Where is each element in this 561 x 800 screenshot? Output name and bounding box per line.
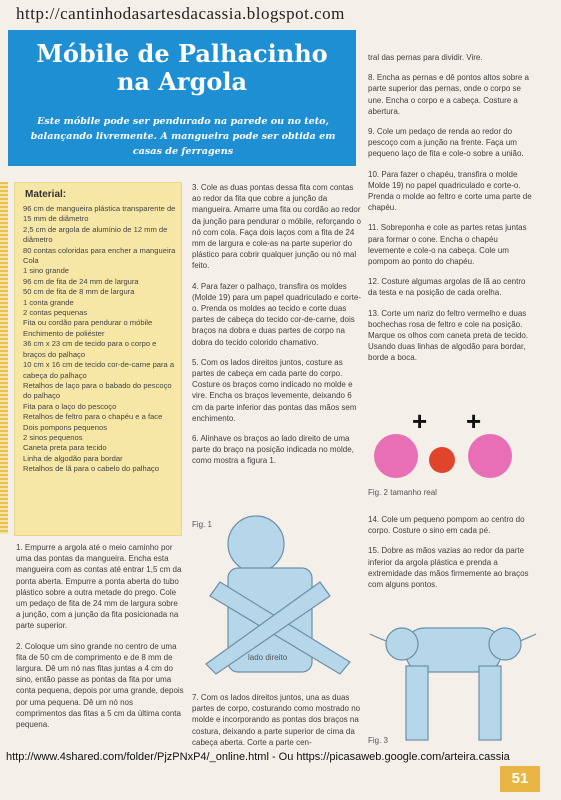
- material-item: Retalhos de laço para o babado do pescoço do palhaço: [23, 380, 172, 401]
- step-2: 2. Coloque um sino grande no centro de uma fita de 50 cm de comprimento e de 8 mm de largura. Dê um nó nas fitas juntas a 4 cm do sino, então passe as pontas da fita por uma conta pequena, depois por uma grande, depois por uma pequena. Dê um nó nos comprimentos das fitas a 5 cm da última conta pequena.: [16, 641, 184, 730]
- material-item: Caneta preta para tecido: [23, 443, 107, 453]
- material-item: 2 sinos pequenos: [23, 432, 83, 442]
- step-3: 3. Cole as duas pontas dessa fita com contas ao redor da fita que cobre a junção da mangueira. Amarre uma fita ou cordão ao redor da junção para pendurar o móbile, reforçando o nó com cola. Faça dois laços com a fita de 24 mm de largura e cole-as na parte superior do plástico para cobrir qualquer junção ou nó mal feito.: [192, 183, 361, 271]
- material-item: 80 contas coloridas para encher a mangueira: [23, 245, 176, 255]
- figure-1-label: Fig. 1: [192, 520, 213, 529]
- material-heading: Material:: [25, 189, 67, 200]
- column-1: [16, 542, 184, 739]
- step-6: 6. Alinhave os braços ao lado direito de uma parte do braço na posição indicada no molde, como mostra a figura 1.: [192, 434, 354, 466]
- step-15: 15. Dobre as mãos vazias ao redor da parte inferior da argola plástica e prenda a extremidade das mãos firmemente ao braços com alguns pontos.: [368, 546, 529, 590]
- step-8: 8. Encha as pernas e dê pontos altos sobre a parte superior das pernas, onde o corpo se une. Encha o corpo e a cabeça. Costure a abertura.: [368, 73, 529, 116]
- column-3-lower: [368, 514, 536, 599]
- material-item: Cola: [23, 256, 39, 266]
- material-item: 36 cm x 23 cm de tecido para o corpo e braços do palhaço: [23, 339, 157, 359]
- step-1: 1. Empurre a argola até o meio caminho por uma das pontas da mangueira. Encha esta mangueira com as contas até entrar 1,5 cm da ponta aberta. Empurre a ponta aberta do tubo plástico sobre a outra metade do prego. Cole um pedaço de fita de 24 mm de largura sobre a junção, com a junção da fita posicionada na parte superior.: [16, 543, 182, 631]
- subtitle: Este móbile pode ser pendurado na parede ou no teto, balançando livremente. A mangueira pode ser obtida em casas de ferragens: [30, 116, 336, 157]
- material-list: [23, 204, 181, 475]
- stripe-decoration: [0, 182, 8, 534]
- svg-text:+: +: [466, 408, 482, 436]
- step-14: 14. Cole um pequeno pompom ao centro do corpo. Costure o sino em cada pé.: [368, 515, 525, 536]
- material-item: 1 sino grande: [23, 266, 70, 276]
- material-item: Enchimento de poliéster: [23, 328, 105, 338]
- step-7-continued: tral das pernas para dividir. Vire.: [368, 53, 483, 62]
- material-item: Retalhos de lã para o cabelo do palhaço: [23, 464, 159, 474]
- url-top: http://cantinhodasartesdacassia.blogspot.com: [16, 4, 345, 23]
- title-box: [8, 30, 356, 166]
- material-item: 50 cm de fita de 8 mm de largura: [23, 287, 135, 297]
- figure-1-side-label: lado direito: [248, 653, 288, 662]
- material-item: 96 cm de mangueira plástica transparente de 15 mm de diâmetro: [23, 204, 176, 224]
- step-13: 13. Corte um nariz do feltro vermelho e duas bochechas rosa de feltro e cole na posição. Marque os olhos com caneta preta de tecido. Usando duas linhas de algodão para bordar, borde a boca.: [368, 308, 529, 363]
- material-item: Retalhos de feltro para o chapéu e a face: [23, 412, 163, 422]
- column-2-bottom: [192, 692, 362, 757]
- material-box: [14, 182, 182, 536]
- bottom-url: http://www.4shared.com/folder/PjzPNxP4/_online.html - Ou https://picasaweb.google.com/arteira.cassia: [6, 751, 510, 763]
- step-7: 7. Com os lados direitos juntos, una as duas partes de corpo, costurando como mostrado no molde e incorporando as pontas dos braços na costura, deixando a parte superior de cima da cabeça aberta. Corte a parte cen-: [192, 693, 361, 747]
- material-item: Dois pompons pequenos: [23, 422, 108, 432]
- material-item: 1 conta grande: [23, 297, 74, 307]
- column-2: [192, 182, 362, 476]
- material-item: 2 contas pequenas: [23, 308, 88, 318]
- material-item: Linha de algodão para bordar: [23, 453, 123, 463]
- material-item: 10 cm x 16 cm de tecido cor-de-carne para a cabeça do palhaço: [23, 360, 175, 380]
- svg-text:+: +: [412, 408, 428, 436]
- step-12: 12. Costure algumas argolas de lã ao centro da testa e na posição de cada orelha.: [368, 277, 526, 298]
- step-5: 5. Com os lados direitos juntos, costure as partes de cabeça em cada parte do corpo. Costure os braços como indicado no molde e vire. Encha os braços levemente, deixando 6 cm da parte inferior das pontas das mãos sem enchimento.: [192, 357, 357, 423]
- figure-2-label: Fig. 2 tamanho real: [368, 488, 437, 497]
- figure-3-label: Fig. 3: [368, 736, 389, 745]
- page-title: [8, 40, 356, 96]
- step-9: 9. Cole um pedaço de renda ao redor do pescoço com a junção na frente. Faça um pequeno laço de fita e cole-o sobre a união.: [368, 127, 524, 159]
- step-4: 4. Para fazer o palhaço, transfira os moldes (Molde 19) para um papel quadriculado e corte-o. Prenda os moldes ao tecido e corte duas partes de cabeça do tecido cor-de-carne, dois braços na dobra e duas partes de corpo na dobra do tecido colorido chamativo.: [192, 281, 361, 347]
- title-line-1: Móbile de Palhacinho: [36, 39, 328, 68]
- material-item: 96 cm de fita de 24 mm de largura: [23, 276, 139, 286]
- figure-3-drawing: [366, 604, 541, 744]
- step-10: 10. Para fazer o chapéu, transfira o molde Molde 19) no papel quadriculado e corte-o. Prenda o molde ao feltro e corte uma parte de chapéu.: [368, 169, 532, 213]
- step-11: 11. Sobreponha e cole as partes retas juntas para formar o cone. Encha o chapéu levemente e cole-o na cabeça. Cole um pompom ao ponto do chapéu.: [368, 223, 527, 267]
- page-number: 51: [500, 766, 540, 792]
- figure-2-drawing: [372, 408, 522, 480]
- material-item: Fita ou cordão para pendurar o móbile: [23, 318, 153, 328]
- material-item: 2,5 cm de argola de alumínio de 12 mm de diâmetro: [23, 224, 168, 245]
- column-3: [368, 52, 536, 373]
- material-item: Fita para o laço do pescoço: [23, 401, 117, 411]
- title-line-2: na Argola: [116, 67, 248, 96]
